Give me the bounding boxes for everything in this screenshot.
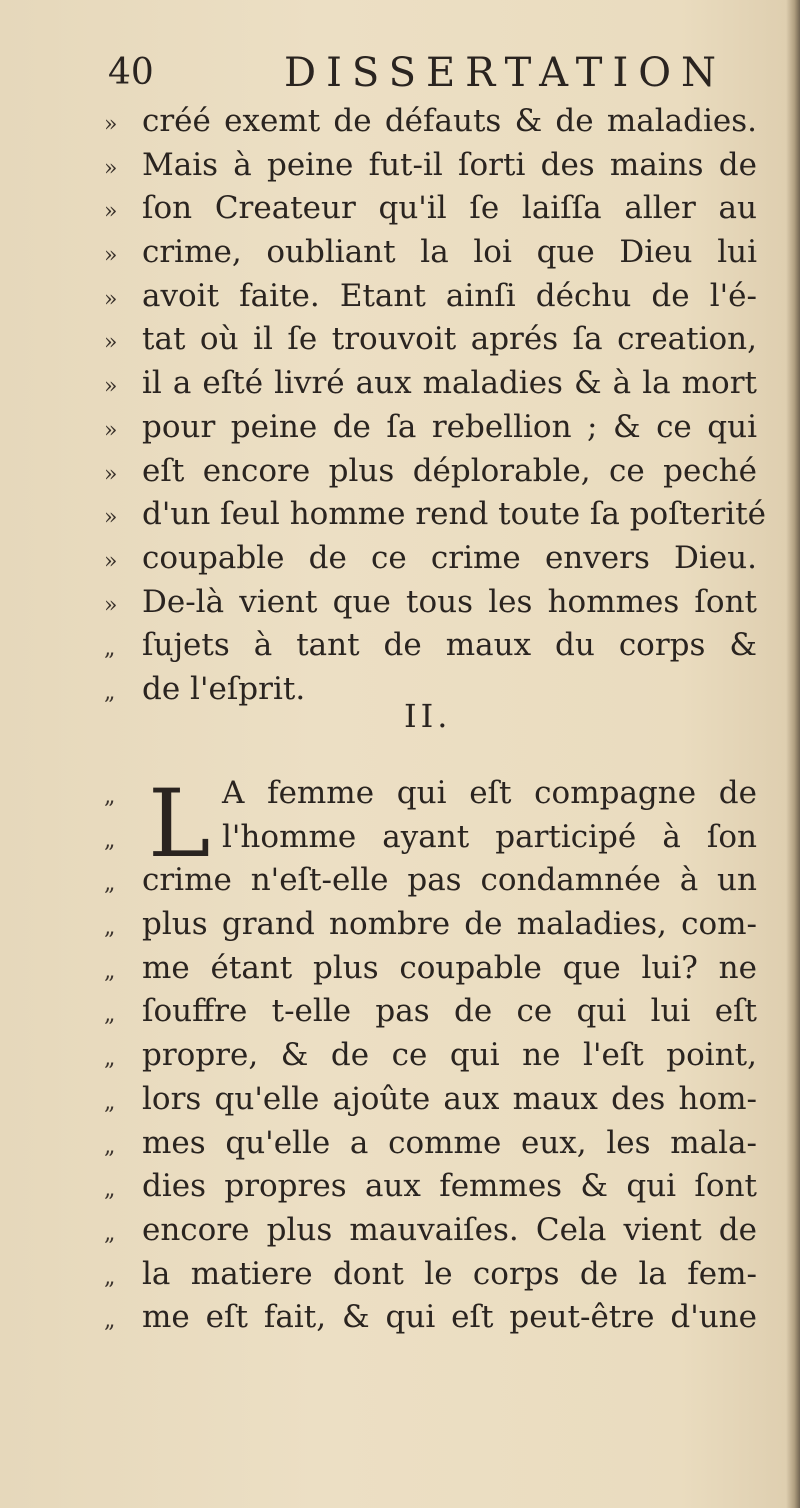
text-line [104, 859, 764, 903]
quote-mark: „ [104, 871, 116, 897]
text-line [104, 903, 764, 947]
quote-mark: » [104, 286, 118, 312]
quote-mark: „ [104, 679, 116, 705]
quote-mark: » [104, 505, 118, 531]
drop-cap: L [148, 770, 211, 879]
text-line [104, 1165, 764, 1209]
line-text: créé exemt de défauts & de maladies. [142, 103, 757, 139]
text-line [104, 362, 764, 406]
line-text: plus grand nombre de maladies, com- [142, 906, 757, 943]
line-text: mes qu'elle a comme eux, les mala- [142, 1124, 757, 1161]
quote-mark: „ [104, 1220, 116, 1246]
line-text: ſon Createur qu'il ſe laiſſa aller au [142, 190, 757, 227]
text-line [104, 1253, 764, 1297]
quote-mark: „ [104, 1089, 116, 1115]
section-number: II. [404, 697, 452, 735]
line-text: me eſt fait, & qui eſt peut-être d'une [142, 1299, 757, 1336]
paragraph-continued [104, 100, 767, 712]
text-line [104, 406, 764, 450]
line-text: pour peine de ſa rebellion ; & ce qui [142, 408, 757, 445]
quote-mark: „ [104, 1308, 116, 1334]
text-line [104, 187, 764, 231]
text-line [104, 275, 764, 319]
quote-mark: „ [104, 1046, 116, 1072]
line-text: la matiere dont le corps de la fem- [142, 1255, 757, 1292]
quote-mark: „ [104, 784, 116, 809]
text-line [104, 1122, 764, 1166]
line-text: ſujets à tant de maux du corps & [142, 627, 757, 664]
quote-mark: „ [104, 1177, 116, 1203]
text-line [104, 1209, 764, 1253]
quote-mark: » [104, 243, 118, 269]
line-text: l'homme ayant participé à ſon [222, 818, 757, 855]
line-text: tat où il ſe trouvoit aprés ſa creation, [142, 321, 757, 358]
quote-mark: „ [104, 1133, 116, 1159]
text-line [104, 772, 764, 816]
line-text: coupable de ce crime envers Dieu. [142, 539, 757, 576]
quote-mark: „ [104, 915, 116, 941]
line-text: d'un ſeul homme rend toute ſa poſterité [142, 496, 767, 533]
quote-mark: „ [104, 1264, 116, 1290]
text-line [104, 450, 764, 494]
line-text: lors qu'elle ajoûte aux maux des hom- [142, 1080, 757, 1117]
line-text: encore plus mauvaiſes. Cela vient de [142, 1211, 757, 1248]
page-number: 40 [108, 52, 154, 93]
line-text: il a eſté livré aux maladies & à la mort [142, 365, 757, 402]
text-line [104, 493, 767, 537]
quote-mark: » [104, 374, 118, 400]
text-line [104, 1078, 764, 1122]
quote-mark: » [104, 330, 118, 356]
line-text: me étant plus coupable que lui? ne [142, 949, 757, 986]
text-line [104, 1034, 764, 1078]
text-line [104, 581, 764, 625]
text-line [104, 100, 764, 144]
quote-mark: „ [104, 1002, 116, 1028]
line-text: propre, & de ce qui ne l'eſt point, [142, 1037, 757, 1074]
quote-mark: » [104, 548, 118, 574]
line-text: Mais à peine fut-il ſorti des mains de [142, 146, 757, 183]
quote-mark: „ [104, 827, 116, 853]
quote-mark: » [104, 112, 118, 137]
quote-mark: » [104, 199, 118, 225]
text-line [104, 816, 764, 860]
text-line [104, 624, 764, 668]
page-header [108, 48, 748, 98]
line-text: dies propres aux femmes & qui ſont [142, 1168, 757, 1205]
line-text: De-là vient que tous les hommes ſont [142, 583, 757, 620]
quote-mark: „ [104, 958, 116, 984]
line-text: avoit faite. Etant ainſi déchu de l'é- [142, 277, 757, 314]
line-text: A femme qui eſt compagne de [222, 775, 757, 811]
quote-mark: „ [104, 636, 116, 662]
line-text: ſouffre t-elle pas de ce qui lui eſt [142, 993, 757, 1030]
line-text: eſt encore plus déplorable, ce peché [142, 452, 757, 489]
line-text: crime, oubliant la loi que Dieu lui [142, 234, 757, 271]
quote-mark: » [104, 461, 118, 487]
quote-mark: » [104, 155, 118, 181]
text-line [104, 144, 764, 188]
page-edge-shadow [786, 0, 800, 1508]
text-line [104, 231, 764, 275]
quote-mark: » [104, 417, 118, 443]
quote-mark: » [104, 592, 118, 618]
text-line [104, 947, 764, 991]
text-line [104, 990, 764, 1034]
text-line [104, 1296, 764, 1340]
running-head: DISSERTATION [284, 50, 727, 96]
text-line [104, 537, 764, 581]
text-line [104, 318, 764, 362]
paragraph-section-2 [104, 772, 764, 1340]
line-text: crime n'eſt-elle pas condamnée à un [142, 862, 757, 899]
line-text: de l'eſprit. [142, 670, 306, 707]
